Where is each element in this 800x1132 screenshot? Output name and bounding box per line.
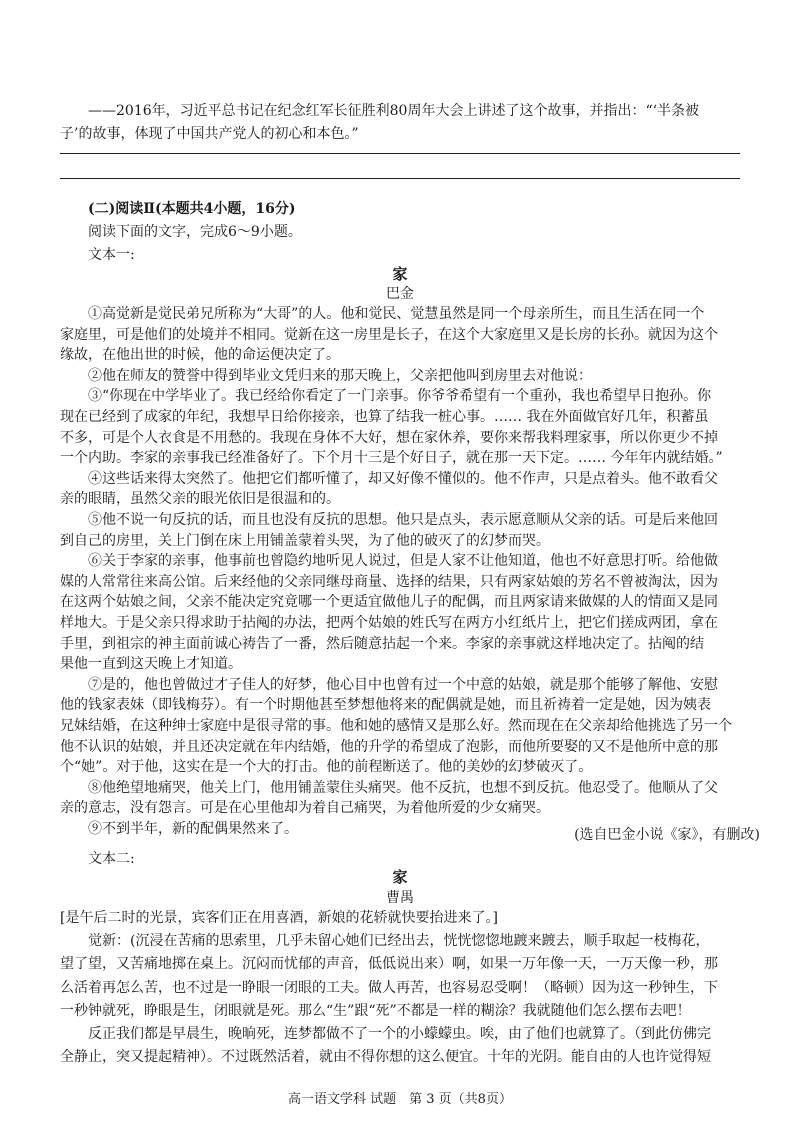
quote-line-1: ——2016年，习近平总书记在纪念红军长征胜利80周年大会上讲述了这个故事，并指出：“‘半条被 [88, 103, 700, 119]
text1-line: 他不认识的姑娘，并且还决定就在年内结婚，他的升学的希望成了泡影，而他所要娶的又不是他所中意的那 [60, 738, 718, 755]
text2-line: 反正我们都是早晨生，晚晌死，连梦都做不了一个的小蠓蠓虫。唉，由了他们也就算了。（到此仿佛完 [88, 1026, 711, 1042]
text2-author: 曹禺 [386, 890, 414, 906]
text1-line: 在这两个姑娘之间，父亲不能决定究竟哪一个更适宜做他儿子的配偶，而且两家请来做媒的人的情面又是同 [60, 594, 718, 611]
text2-line: 一秒钟就死，睁眼是生，闭眼就是死。那么“生”跟“死”不都是一样的糊涂？我就随他们怎么摆布去吧！ [60, 1002, 691, 1019]
text1-line: ③“你现在中学毕业了。我已经给你看定了一门亲事。你爷爷希望有一个重孙，我也希望早日抱孙。你 [88, 388, 712, 405]
text1-line: 媒的人常常往来高公馆。后来经他的父亲同继母商量、选择的结果，只有两家姑娘的芳名不曾被淘汰，因为 [60, 573, 718, 590]
text1-line: 家庭里，可是他们的处境并不相同。觉新在这一房里是长子，在这个大家庭里又是长房的长孙。就因为这个 [60, 326, 718, 343]
text1-line: ⑦是的，他也曾做过才子佳人的好梦，他心目中也曾有过一个中意的姑娘，就是那个能够了解他、安慰 [88, 676, 718, 693]
quote-line-2: 子’的故事，体现了中国共产党人的初心和本色。” [60, 126, 359, 142]
text1-line: 手里，到祖宗的神主面前诚心祷告了一番，然后随意拈起一个来。李家的亲事就这样地决定了。拈阄的结 [60, 635, 704, 652]
text2-title: 家 [392, 868, 408, 886]
text1-line: 果他一直到这天晚上才知道。 [60, 656, 242, 673]
text1-line: ②他在师友的赞誉中得到毕业文凭归来的那天晚上，父亲把他叫到房里去对他说： [88, 367, 592, 384]
text1-source: (选自巴金小说《家》，有删改) [574, 827, 760, 843]
text1-line: 亲的眼睛，虽然父亲的眼光依旧是很温和的。 [60, 491, 340, 508]
text1-line: 一个内助。李家的亲事我已经准备好了。下个月十三是个好日子，就在那一天下定。…… 今年年内就结婚。” [60, 450, 723, 467]
text1-line: ④这些话来得太突然了。他把它们都听懂了，却又好像不懂似的。他不作声，只是点着头。他不敢看父 [88, 470, 718, 487]
text2-line: 觉新：(沉浸在苦痛的思索里，几乎未留心她们已经出去，恍恍惚惚地踱来踱去，顺手取起一枝梅花， [88, 933, 710, 950]
text1-line: 样地大。于是父亲只得求助于拈阄的办法，把两个姑娘的姓氏写在两方小红纸片上，把它们搓成两团，拿在 [60, 615, 718, 631]
text2-label: 文本二: [88, 851, 135, 867]
text1-author: 巴金 [386, 286, 414, 302]
text1-line: 现在已经到了成家的年纪，我想早日给你接亲，也算了结我一桩心事。…… 我在外面做官好几年，积蓄虽 [60, 409, 709, 425]
text1-line: 亲的意志，没有怨言。可是在心里他却为着自己痛哭，为着他所爱的少女痛哭。 [60, 800, 550, 817]
text2-line: 么活着再怎么苦，也不过是一睁眼一闭眼的工夫。做人再苦，也容易忍受啊！（略顿）因为这一秒钟生，下 [60, 979, 718, 996]
text2-line: 望了望，又苦痛地掷在桌上。沉闷而忧郁的声音，低低说出来）啊，如果一万年像一天，一万天像一秒，那 [60, 956, 718, 973]
page-footer: 高一语文学科 试题 第 3 页（共8页） [288, 1092, 512, 1107]
section-heading: (二)阅读Ⅱ(本题共4小题，16分) [88, 201, 296, 217]
text1-line: ⑧他绝望地痛哭，他关上门，他用铺盖蒙住头痛哭。他不反抗，也想不到反抗。他忍受了。他顺从了父 [88, 779, 718, 796]
text1-line: 不多，可是个人衣食是不用愁的。我现在身体不大好，想在家休养，要你来帮我料理家事，所以你更少不掉 [60, 429, 718, 446]
answer-line-1 [60, 153, 740, 154]
text1-line: 他的钱家表妹（即钱梅芬）。有一个时期他甚至梦想他将来的配偶就是她，而且祈祷着一定是她，因为姨表 [60, 697, 711, 714]
text1-line: 到自己的房里，关上门倒在床上用铺盖蒙着头哭，为了他的破灭了的幻梦而哭。 [60, 532, 550, 549]
text1-title: 家 [392, 265, 408, 283]
text1-line: ①高觉新是觉民弟兄所称为“大哥”的人。他和觉民、觉慧虽然是同一个母亲所生，而且生活在同一个 [88, 306, 705, 322]
text2-line: [是午后二时的光景，宾客们正在用喜酒，新娘的花轿就快要抬进来了。] [60, 910, 498, 926]
section-instruction: 阅读下面的文字，完成6～9小题。 [88, 224, 302, 240]
text2-line: 全静止，突又提起精神）。不过既然活着，就由不得你想的这么便宜。十年的光阴。能自由的人也许觉得短 [60, 1049, 711, 1066]
text1-line: ⑤他不说一句反抗的话，而且也没有反抗的思想。他只是点头，表示愿意顺从父亲的话。可是后来他回 [88, 512, 718, 528]
text1-line: 个“她”。对于他，这实在是一个大的打击。他的前程断送了。他的美妙的幻梦破灭了。 [60, 759, 593, 776]
text1-line: ⑥关于李家的亲事，他事前也曾隐约地听见人说过，但是人家不让他知道，他也不好意思打听。给他做 [88, 553, 718, 570]
text1-line: 缘故，在他出世的时候，他的命运便决定了。 [60, 347, 340, 364]
text1-label: 文本一: [88, 247, 135, 263]
answer-line-2 [60, 178, 740, 179]
text1-line: 兄妹结婚，在这种绅士家庭中是很寻常的事。他和她的感情又是那么好。然而现在在父亲却给他挑选了另一个 [60, 718, 732, 734]
text1-line: ⑨不到半年，新的配偶果然来了。 [88, 821, 298, 837]
